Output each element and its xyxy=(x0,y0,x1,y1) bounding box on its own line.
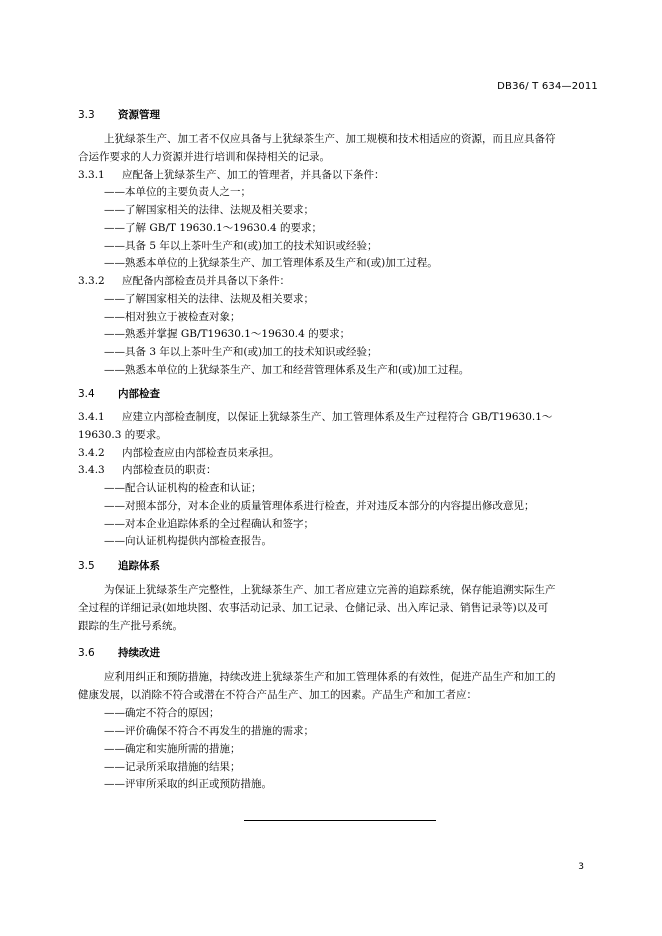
section-heading-3-4 xyxy=(78,386,160,402)
list-item: ——了解国家相关的法律、法规及相关要求； xyxy=(104,204,314,216)
end-rule xyxy=(244,820,436,821)
paragraph-line: 19630.3 的要求。 xyxy=(78,429,167,441)
clause-number: 3.3.1 xyxy=(78,169,105,181)
clause-text: 应配备上犹绿茶生产、加工的管理者，并具备以下条件： xyxy=(122,169,385,181)
clause-3-4-2 xyxy=(78,445,280,461)
paragraph-line: 应利用纠正和预防措施，持续改进上犹绿茶生产和加工管理体系的有效性，促进产品生产和加工的 xyxy=(104,671,556,683)
list-item: ——评审所采取的纠正或预防措施。 xyxy=(104,778,272,790)
clause-text: 内部检查应由内部检查员来承担。 xyxy=(122,447,280,459)
list-item: ——具备 5 年以上茶叶生产和(或)加工的技术知识或经验； xyxy=(104,240,378,252)
section-number: 3.4 xyxy=(78,388,95,400)
page-number: 3 xyxy=(578,862,584,872)
list-item: ——确定和实施所需的措施； xyxy=(104,743,241,755)
paragraph-line: 全过程的详细记录(如地块图、农事活动记录、加工记录、仓储记录、出入库记录、销售记录等)以及可 xyxy=(78,602,549,614)
paragraph-line: 健康发展，以消除不符合或潜在不符合产品生产、加工的因素。产品生产和加工者应： xyxy=(78,689,477,701)
list-item: ——对照本部分，对本企业的质量管理体系进行检查，并对违反本部分的内容提出修改意见； xyxy=(104,500,535,512)
paragraph-line: 合运作要求的人力资源并进行培训和保持相关的记录。 xyxy=(78,151,330,163)
clause-3-3-1 xyxy=(78,167,385,183)
list-item: ——了解 GB/T 19630.1～19630.4 的要求； xyxy=(104,222,322,234)
list-item: ——配合认证机构的检查和认证； xyxy=(104,482,262,494)
section-number: 3.5 xyxy=(78,560,95,572)
section-number: 3.3 xyxy=(78,109,95,121)
clause-number: 3.4.1 xyxy=(78,411,105,423)
paragraph-line: 跟踪的生产批号系统。 xyxy=(78,620,183,632)
section-title: 资源管理 xyxy=(118,109,160,121)
list-item: ——本单位的主要负责人之一； xyxy=(104,186,251,198)
clause-number: 3.4.3 xyxy=(78,464,105,476)
clause-text: 应建立内部检查制度，以保证上犹绿茶生产、加工管理体系及生产过程符合 GB/T19630.1～ xyxy=(122,411,553,423)
list-item: ——相对独立于被检查对象； xyxy=(104,311,241,323)
paragraph-line: 为保证上犹绿茶生产完整性，上犹绿茶生产、加工者应建立完善的追踪系统，保存能追溯实际生产 xyxy=(104,584,556,596)
paragraph-line: 上犹绿茶生产、加工者不仅应具备与上犹绿茶生产、加工规模和技术相适应的资源，而且应具备符 xyxy=(104,133,556,145)
clause-text: 应配备内部检查员并具备以下条件： xyxy=(122,275,290,287)
list-item: ——对本企业追踪体系的全过程确认和签字； xyxy=(104,518,314,530)
clause-number: 3.4.2 xyxy=(78,447,105,459)
list-item: ——熟悉本单位的上犹绿茶生产、加工管理体系及生产和(或)加工过程。 xyxy=(104,257,438,269)
list-item: ——熟悉并掌握 GB/T19630.1～19630.4 的要求； xyxy=(104,328,351,340)
clause-3-4-1 xyxy=(78,409,552,425)
section-heading-3-6 xyxy=(78,645,160,661)
section-heading-3-3 xyxy=(78,107,160,123)
list-item: ——熟悉本单位的上犹绿茶生产、加工和经营管理体系及生产和(或)加工过程。 xyxy=(104,364,470,376)
section-heading-3-5 xyxy=(78,558,160,574)
list-item: ——了解国家相关的法律、法规及相关要求； xyxy=(104,293,314,305)
list-item: ——具备 3 年以上茶叶生产和(或)加工的技术知识或经验； xyxy=(104,346,378,358)
clause-number: 3.3.2 xyxy=(78,275,105,287)
list-item: ——评价确保不符合不再发生的措施的需求； xyxy=(104,725,314,737)
clause-text: 内部检查员的职责： xyxy=(122,464,217,476)
list-item: ——确定不符合的原因； xyxy=(104,707,220,719)
section-title: 持续改进 xyxy=(118,647,160,659)
section-title: 内部检查 xyxy=(118,388,160,400)
clause-3-4-3 xyxy=(78,462,217,478)
document-code: DB36/ T 634—2011 xyxy=(497,81,598,92)
list-item: ——向认证机构提供内部检查报告。 xyxy=(104,535,272,547)
clause-3-3-2 xyxy=(78,273,290,289)
list-item: ——记录所采取措施的结果； xyxy=(104,761,241,773)
section-number: 3.6 xyxy=(78,647,95,659)
section-title: 追踪体系 xyxy=(118,560,160,572)
